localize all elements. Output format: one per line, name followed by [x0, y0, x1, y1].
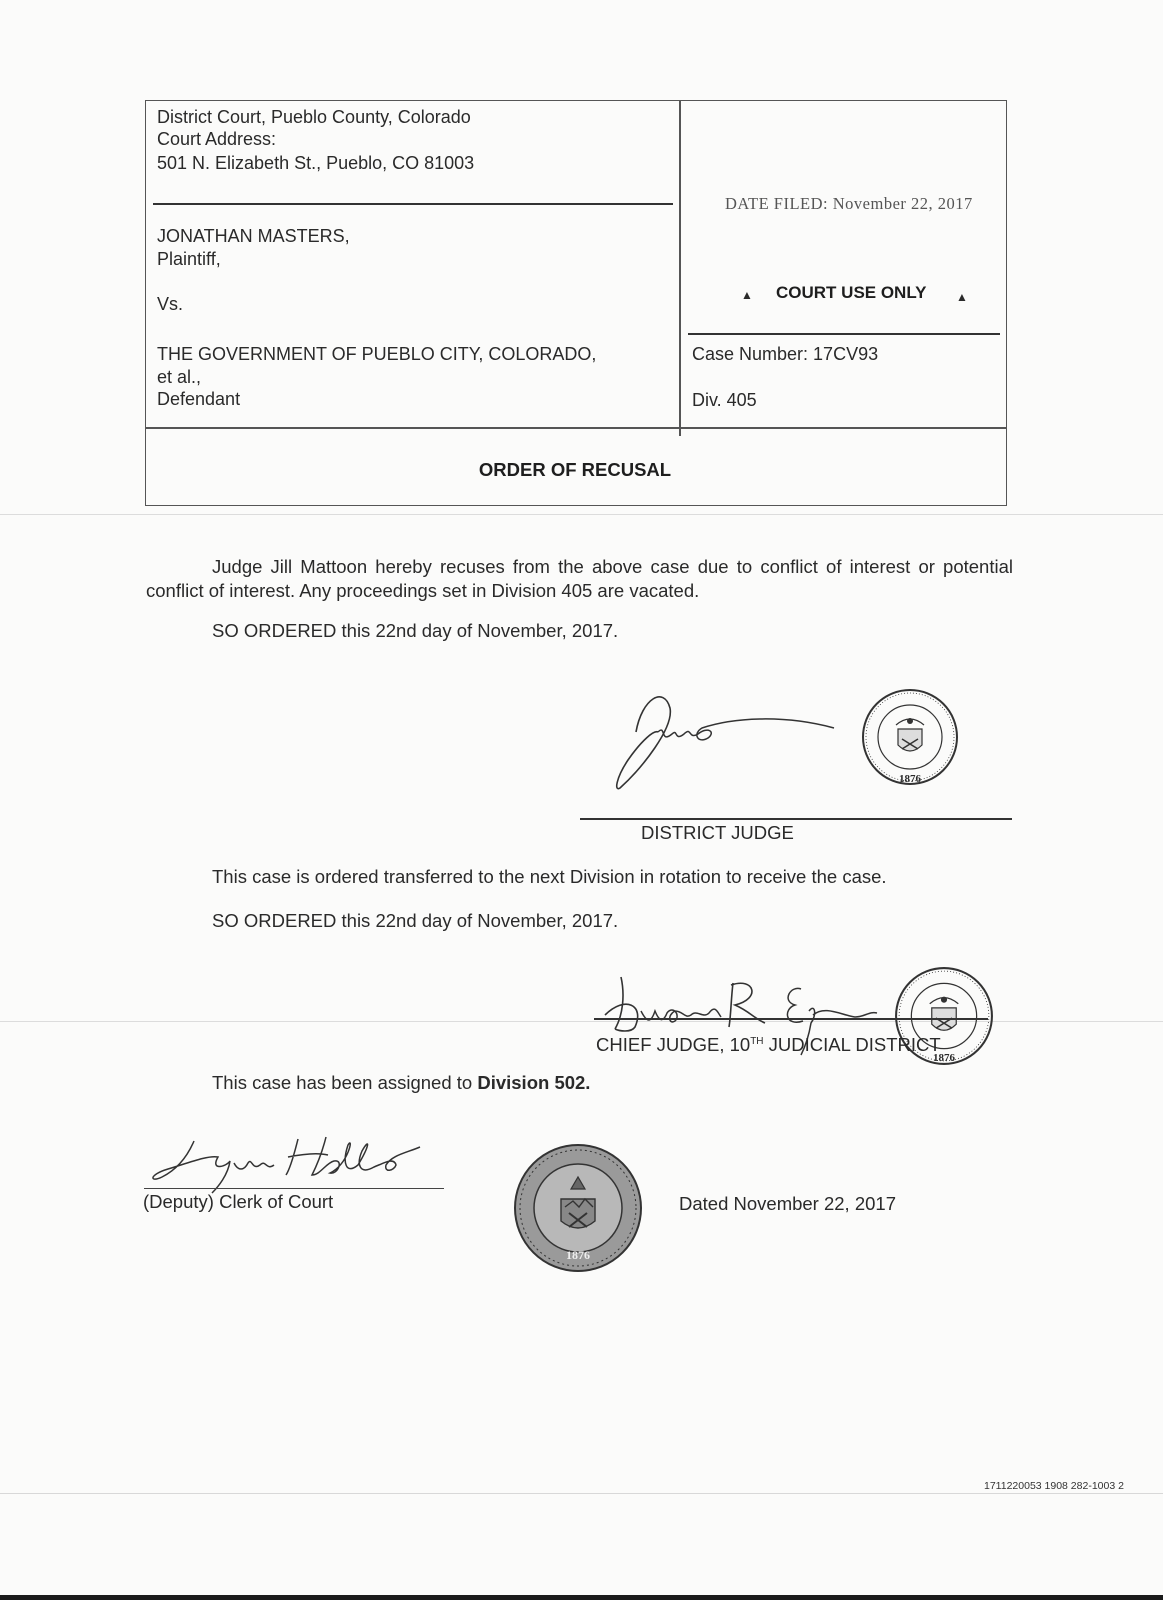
division-number: Div. 405 [692, 390, 757, 410]
caption-divider-vertical [679, 100, 681, 436]
district-judge-signature-line [580, 818, 1012, 820]
defendant-role: Defendant [157, 389, 241, 409]
caption-rule [153, 203, 673, 205]
assignment-sentence: This case has been assigned to Division 502. [212, 1072, 591, 1093]
case-number: Case Number: 17CV93 [692, 344, 879, 364]
county-seal-year-2: 1876 [933, 1052, 955, 1064]
district-judge-label: DISTRICT JUDGE [641, 822, 794, 843]
chief-judge-signature-line [594, 1018, 988, 1020]
assigned-division: Division 502. [477, 1072, 591, 1093]
document-title: ORDER OF RECUSAL [478, 459, 672, 480]
plaintiff-role: Plaintiff, [157, 249, 221, 269]
recusal-paragraph: Judge Jill Mattoon hereby recuses from the above case due to conflict of interest or potential conflict of interest. Any proceedings set in Division 405 are vacated. [146, 556, 1013, 601]
county-seal-year: 1876 [899, 773, 921, 785]
court-use-only: COURT USE ONLY [776, 283, 927, 302]
paper-fold-line [0, 514, 1163, 515]
court-use-rule [688, 333, 1000, 335]
chief-judge-label: CHIEF JUDGE, 10TH JUDICIAL DISTRICT [596, 1034, 941, 1056]
date-filed: DATE FILED: November 22, 2017 [725, 194, 973, 213]
clerk-label: (Deputy) Clerk of Court [143, 1191, 334, 1212]
document-id: 1711220053 1908 282-1003 2 [984, 1480, 1124, 1492]
transfer-paragraph: This case is ordered transferred to the next Division in rotation to receive the case. [212, 866, 887, 887]
clerk-signature-line [144, 1188, 444, 1189]
footer-rule [0, 1493, 1163, 1494]
district-judge-signature [612, 688, 842, 808]
state-seal-year: 1876 [566, 1248, 590, 1262]
so-ordered-1: SO ORDERED this 22nd day of November, 2017. [212, 620, 619, 641]
court-address-label: Court Address: [157, 129, 277, 149]
versus-text: Vs. [157, 294, 184, 314]
court-address: 501 N. Elizabeth St., Pueblo, CO 81003 [157, 153, 475, 173]
so-ordered-2: SO ORDERED this 22nd day of November, 2017. [212, 910, 619, 931]
defendant-name: THE GOVERNMENT OF PUEBLO CITY, COLORADO, [157, 344, 597, 364]
defendant-etal: et al., [157, 367, 202, 387]
up-arrow-icon: ▲ [956, 290, 968, 304]
dated-text: Dated November 22, 2017 [679, 1193, 896, 1214]
court-name: District Court, Pueblo County, Colorado [157, 107, 471, 127]
clerk-signature [148, 1135, 438, 1195]
caption-divider-horizontal [145, 427, 1007, 429]
up-arrow-icon: ▲ [741, 288, 753, 302]
plaintiff-name: JONATHAN MASTERS, [157, 226, 350, 246]
scan-bottom-edge [0, 1595, 1163, 1600]
